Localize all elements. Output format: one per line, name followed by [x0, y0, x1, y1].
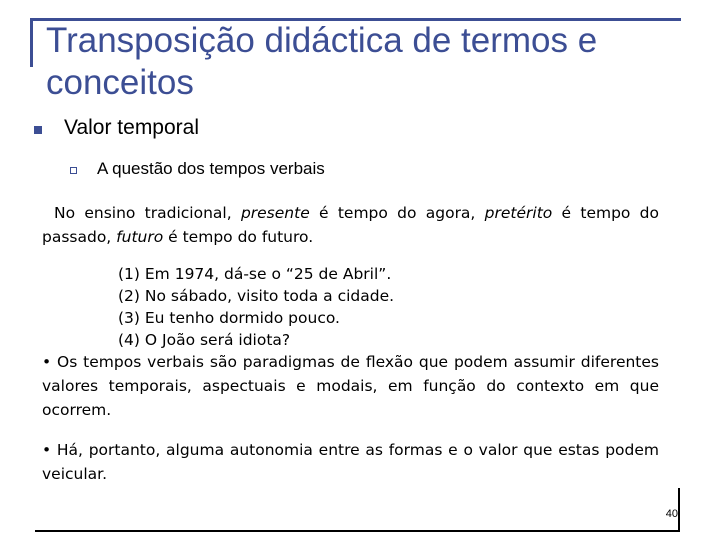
examples-list [118, 263, 394, 351]
slide-title: Transposição didáctica de termos e conceitos [46, 21, 598, 102]
example-item: (3) Eu tenho dormido pouco. [118, 309, 340, 327]
term-presente: presente [240, 204, 310, 222]
bullet-valor-temporal: Valor temporal [64, 116, 200, 139]
para1-text-1: No ensino tradicional, [54, 204, 241, 222]
sub-bullet-tempos-verbais: A questão dos tempos verbais [97, 159, 325, 178]
paragraph-autonomia: • Há, portanto, alguma autonomia entre as formas e o valor que estas podem veicular. [42, 441, 659, 483]
para1-text-2: é tempo do agora, [309, 204, 485, 222]
para1-text-4: é tempo do futuro. [163, 228, 314, 246]
paragraph-ensino-tradicional [42, 201, 659, 249]
hollow-square-bullet-icon [70, 167, 77, 174]
page-number: 40 [665, 508, 678, 520]
term-futuro: futuro [116, 228, 164, 246]
example-item: (4) O João será idiota? [118, 331, 291, 349]
example-item: (1) Em 1974, dá-se o “25 de Abril”. [118, 265, 392, 283]
content-frame-border [35, 488, 680, 532]
para1-text-3: é tempo do passado, [42, 204, 659, 246]
paragraph-tempos-verbais: • Os tempos verbais são paradigmas de flexão que podem assumir diferentes valores temporais, aspectuais e modais, em função do contexto em que ocorrem. [42, 353, 659, 419]
example-item: (2) No sábado, visito toda a cidade. [118, 287, 395, 305]
square-bullet-icon [34, 126, 42, 134]
term-preterito: pretérito [484, 204, 553, 222]
